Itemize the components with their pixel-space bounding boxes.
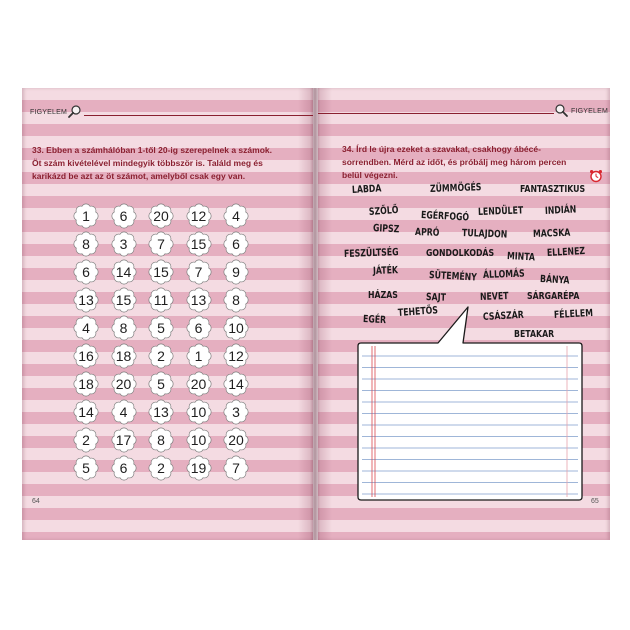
word-item: EGÉRFOGÓ [420,210,470,224]
grid-cell [148,371,174,397]
grid-cell [223,203,249,229]
grid-number: 6 [82,264,90,280]
word-item: NEVET [479,291,509,303]
grid-cell [223,315,249,341]
grid-cell [73,287,99,313]
word-item: BÁNYA [539,274,570,287]
word-item: MINTA [506,251,536,264]
grid-number: 8 [82,236,90,252]
grid-number: 7 [157,236,165,252]
grid-cell [73,343,99,369]
grid-number: 14 [115,264,132,280]
grid-number: 12 [190,208,207,224]
grid-number: 7 [194,264,203,280]
grid-number: 2 [157,460,165,476]
grid-number: 10 [190,432,207,448]
page-number-right: 65 [591,498,599,505]
grid-cell [111,343,137,369]
grid-cell [111,203,137,229]
grid-cell [73,259,99,285]
grid-number: 4 [119,404,128,420]
grid-number: 6 [119,208,128,224]
grid-number: 20 [228,432,244,448]
grid-cell [111,231,137,257]
grid-number: 7 [232,460,240,476]
left-header-label: FIGYELEM [30,109,67,116]
word-item: CSÁSZÁR [482,309,525,323]
grid-cell [148,399,174,425]
grid-number: 5 [82,460,90,476]
grid-number: 8 [157,432,165,448]
book-spine [298,88,332,540]
grid-number: 14 [78,404,94,420]
grid-number: 10 [190,404,207,420]
grid-number: 1 [82,208,90,224]
word-item: SAJT [425,292,447,304]
grid-number: 8 [232,292,240,308]
grid-number: 15 [153,264,169,280]
grid-cell [223,343,249,369]
grid-cell [148,343,174,369]
grid-number: 20 [153,208,169,224]
grid-number: 15 [115,292,132,308]
number-grid [73,203,249,481]
word-item: SÜTEMÉNY [428,270,478,284]
grid-cell [73,399,99,425]
grid-number: 10 [228,320,244,336]
grid-number: 6 [194,320,203,336]
grid-cell [73,427,99,453]
task-line: belül végezni. [342,170,398,180]
word-item: ELLENEZ [546,246,586,259]
grid-cell [186,203,212,229]
grid-cell [186,371,212,397]
grid-cell [223,399,249,425]
grid-number: 3 [119,236,128,252]
grid-cell [73,315,99,341]
word-item: SÁRGARÉPA [527,291,580,302]
grid-number: 6 [119,460,128,476]
word-item: FÉLELEM [553,307,594,321]
word-item: ÁLLOMÁS [482,268,525,281]
grid-cell [73,203,99,229]
grid-cell [186,287,212,313]
word-item: HÁZAS [368,290,398,301]
grid-cell [111,371,137,397]
grid-cell [111,287,137,313]
magnifier-icon [554,103,569,118]
grid-cell [148,427,174,453]
grid-number: 18 [78,376,94,392]
grid-cell [73,231,99,257]
answer-speech-bubble [355,300,587,505]
task-line: 33. Ebben a számhálóban 1-től 20-ig szerepelnek a számok. [32,145,272,155]
grid-cell [186,427,212,453]
grid-number: 20 [190,376,207,392]
magnifier-icon [67,104,82,119]
task-34-instructions [342,143,566,182]
word-item: BETAKAR [514,329,555,340]
word-item: MACSKA [532,227,571,240]
word-item: EGÉR [362,314,387,327]
word-item: GIPSZ [372,223,400,236]
grid-number: 16 [78,348,94,364]
task-line: 34. Írd le újra ezeket a szavakat, csakhogy ábécé- [342,144,541,154]
word-item: APRÓ [414,227,440,239]
grid-cell [111,315,137,341]
word-item: TEHETŐS [397,305,439,319]
grid-cell [223,231,249,257]
grid-number: 5 [157,320,165,336]
grid-number: 4 [82,320,90,336]
word-item: LABDA [351,183,382,196]
grid-cell [148,231,174,257]
right-header-rule [318,113,554,114]
grid-number: 4 [232,208,240,224]
grid-number: 17 [115,432,132,448]
grid-cell [148,315,174,341]
grid-number: 18 [115,348,132,364]
grid-cell [223,287,249,313]
word-item: JÁTÉK [372,265,399,277]
task-line: Öt szám kivételével mindegyik többször is. Találd meg és [32,158,263,168]
task-line: karikázd be azt az öt számot, amelyből csak egy van. [32,171,246,181]
grid-number: 19 [190,460,207,476]
grid-cell [148,203,174,229]
word-item: ZÜMMÖGÉS [429,182,482,195]
word-item: FESZÜLTSÉG [343,247,399,260]
grid-cell [111,259,137,285]
grid-cell [186,399,212,425]
word-item: SZŐLŐ [368,204,399,218]
word-item: TULAJDON [461,228,508,241]
grid-number: 2 [157,348,165,364]
grid-number: 13 [78,292,94,308]
grid-cell [186,455,212,481]
grid-cell [111,455,137,481]
grid-cell [73,455,99,481]
grid-number: 1 [194,348,203,364]
grid-number: 20 [115,376,132,392]
grid-number: 3 [232,404,240,420]
grid-number: 13 [190,292,207,308]
grid-cell [186,343,212,369]
grid-cell [223,371,249,397]
right-header-label: FIGYELEM [571,108,608,115]
alarm-clock-icon [589,169,603,183]
task-33-instructions [32,144,272,183]
grid-number: 14 [228,376,244,392]
grid-cell [186,259,212,285]
grid-number: 12 [228,348,244,364]
left-header-rule [84,115,313,116]
word-item: GONDOLKODÁS [426,248,495,259]
grid-cell [223,455,249,481]
word-item: INDIÁN [544,204,577,217]
page-number-left: 64 [32,498,40,505]
word-item: FANTASZTIKUS [520,184,586,195]
grid-cell [148,455,174,481]
grid-number: 2 [82,432,90,448]
grid-number: 13 [153,404,169,420]
task-line: sorrendben. Mérd az időt, és próbálj meg három percen [342,157,567,167]
grid-number: 8 [119,320,128,336]
grid-number: 15 [190,236,207,252]
grid-number: 6 [232,236,240,252]
grid-number: 5 [157,376,165,392]
grid-cell [223,259,249,285]
grid-cell [73,371,99,397]
grid-cell [148,259,174,285]
word-item: LENDÜLET [477,205,524,218]
grid-number: 9 [232,264,240,280]
grid-number: 11 [153,292,169,308]
grid-cell [148,287,174,313]
grid-cell [223,427,249,453]
grid-cell [111,399,137,425]
grid-cell [111,427,137,453]
grid-cell [186,231,212,257]
grid-cell [186,315,212,341]
